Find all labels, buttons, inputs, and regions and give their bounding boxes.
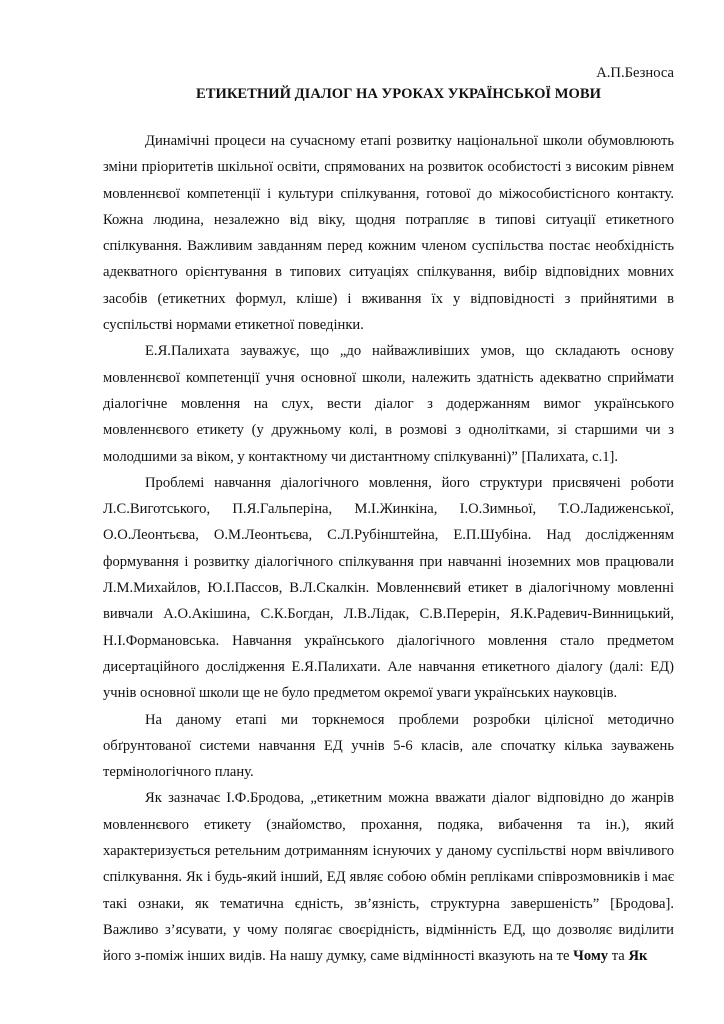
- paragraph-2: Е.Я.Палихата зауважує, що „до найважливіших умов, що складають основу мовленнєвої компетенції учня основної школи, належить здатність адекватно сприймати діалогічне мовлення на слух, вести діалог з додержанням вимог українського мовленнєвого етикету (у дружньому колі, в розмові з однолітками, зі старшими чи з молодшими за віком, у контактному чи дистантному спілкуванні)” [Палихата, с.1].: [103, 343, 674, 465]
- paragraph-5-text: Як зазначає І.Ф.Бродова, „етикетним можна вважати діалог відповідно до жанрів мовленнєвого етикету (знайомство, прохання, подяка, вибачення та ін.), який характеризується ретельним дотриманням існуючих у даному суспільстві норм ввічливого спілкування. Як і будь-який інший, ЕД являє собою обмін репліками співрозмовників і має такі ознаки, як тематична єдність, зв’язність, структурна завершеність” [Бродова]. Важливо з’ясувати, у чому полягає своєрідність, відмінність ЕД, що дозволяє виділити його з-поміж інших видів. На нашу думку, саме відмінності вказують на те: [103, 790, 674, 965]
- author-name: А.П.Безноса: [596, 65, 674, 81]
- paragraph-1: Динамічні процеси на сучасному етапі розвитку національної школи обумовлюють зміни пріоритетів шкільної освіти, спрямованих на розвиток особистості з високим рівнем мовленнєвої компетенції і культури спілкування, готової до міжособистісного контакту. Кожна людина, незалежно від віку, щодня потрапляє в типові ситуації етикетного спілкування. Важливим завданням перед кожним членом суспільства постає необхідність адекватного орієнтування в типових ситуаціях спілкування, вибір відповідних мовних засобів (етикетних формул, кліше) і вживання їх у відповідності з прийнятими в суспільстві нормами етикетної поведінки.: [103, 133, 674, 334]
- bold-word-chomu: Чому: [573, 948, 609, 965]
- paragraph-4: На даному етапі ми торкнемося проблеми розробки цілісної методично обґрунтованої системи навчання ЕД учнів 5-6 класів, але спочатку кілька зауважень термінологічного плану.: [103, 711, 674, 781]
- document-page: [103, 63, 674, 970]
- paragraph-3: Проблемі навчання діалогічного мовлення, його структури присвячені роботи Л.С.Виготського, П.Я.Гальперіна, М.І.Жинкіна, І.О.Зимньої, Т.О.Ладиженської, О.О.Леонтьєва, О.М.Леонтьєва, С.Л.Рубінштейна, Е.П.Шубіна. Над дослідженням формування і розвитку діалогічного спілкування при навчанні іноземних мов працювали Л.М.Михайлов, Ю.І.Пассов, В.Л.Скалкін. Мовленнєвий етикет в діалогічному мовленні вивчали А.О.Акішина, С.К.Богдан, Л.В.Лідак, С.В.Перерін, Я.К.Радевич-Винницький, Н.І.Формановська. Навчання українського діалогічного мовлення стало предметом дисертаційного дослідження Е.Я.Палихати. Але навчання етикетного діалогу (далі: ЕД) учнів основної школи ще не було предметом окремої уваги українських науковців.: [103, 474, 674, 702]
- document-title: ЕТИКЕТНИЙ ДІАЛОГ НА УРОКАХ УКРАЇНСЬКОЇ МОВИ: [196, 86, 601, 102]
- paragraph-5: [103, 785, 674, 969]
- connector-word: та: [611, 948, 625, 965]
- bold-word-yak: Як: [628, 948, 648, 965]
